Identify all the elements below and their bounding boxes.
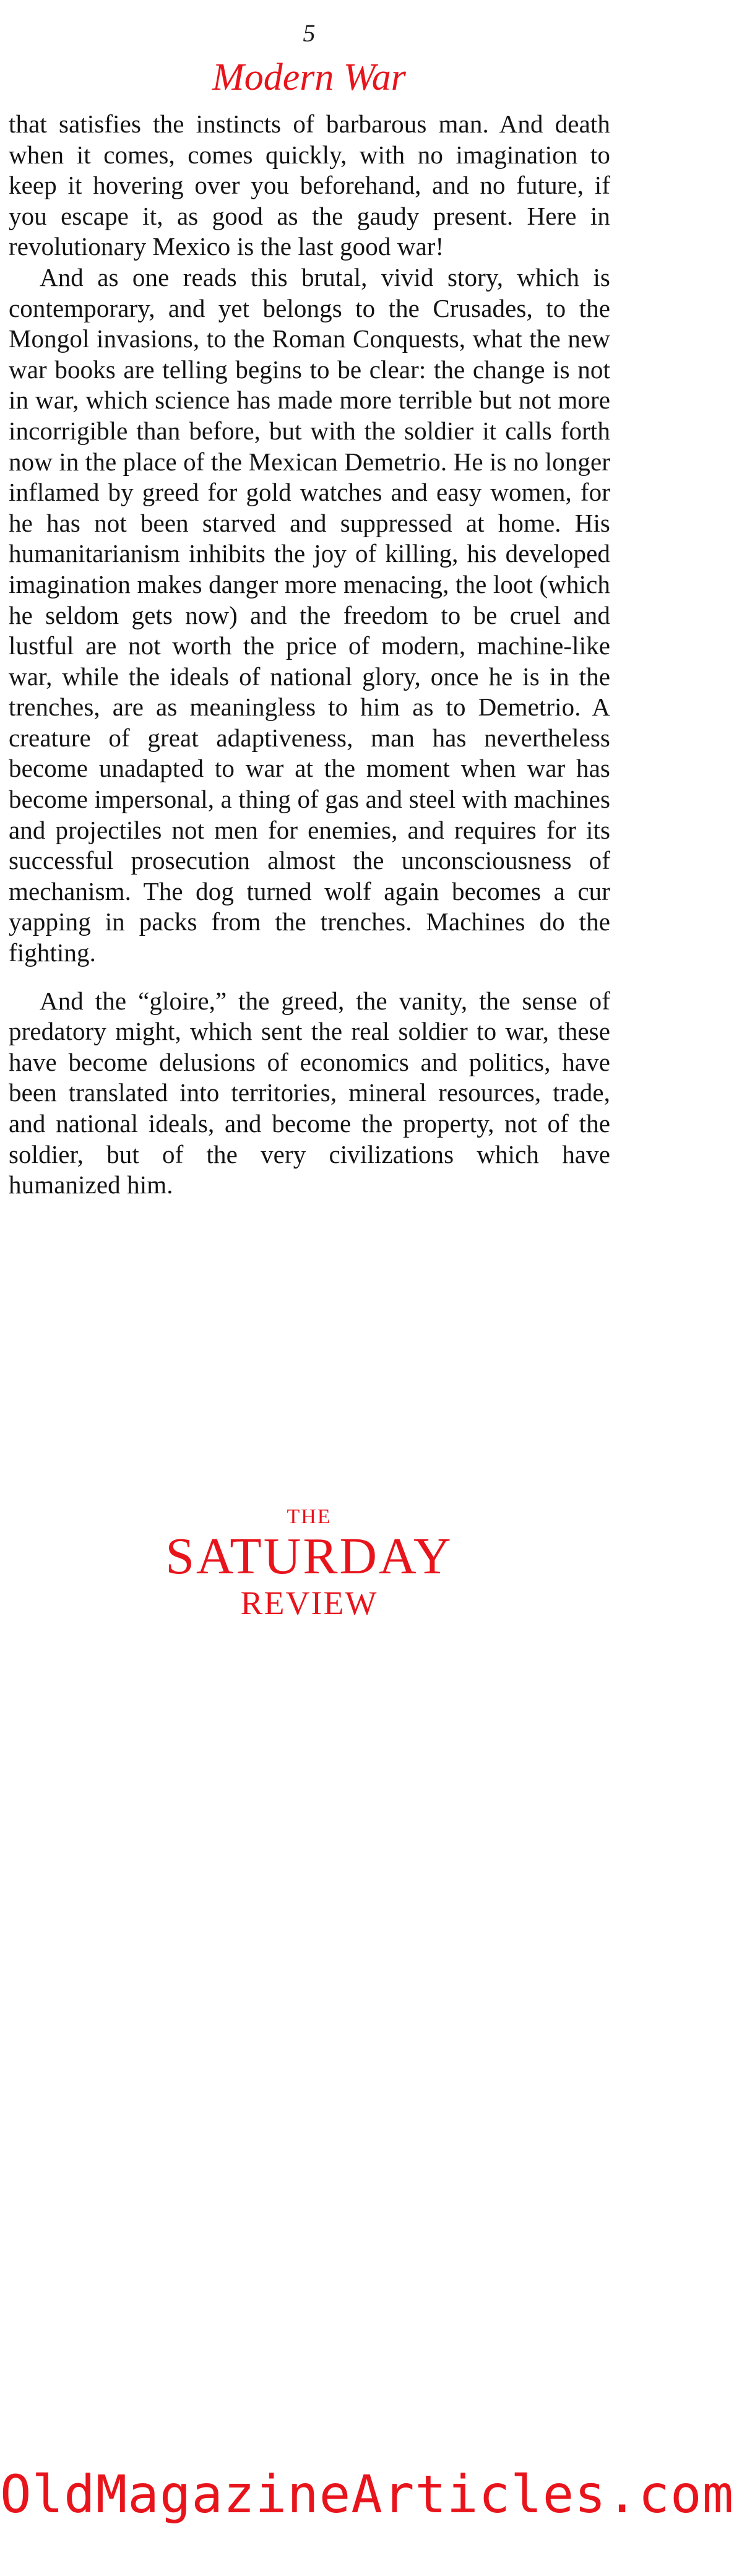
footer-site-link[interactable]: OldMagazineArticles.com	[0, 2464, 734, 2525]
masthead-the: THE	[287, 1505, 332, 1528]
publication-masthead	[0, 1505, 618, 1622]
masthead-sub: REVIEW	[240, 1584, 378, 1622]
article-paragraph-3: And the “gloire,” the greed, the vanity, the sense of predatory might, which sent the real soldier to war, these have become delusions of economics and politics, have been translated into territories, mineral resources, trade, and national ideals, and become the property, not of the soldier, but of the very civilizations which have humanized him.	[9, 986, 610, 1199]
masthead-name: SATURDAY	[165, 1528, 453, 1585]
article-paragraph-2: And as one reads this brutal, vivid story, which is contemporary, and yet belongs to the Crusades, to the Mongol invasions, to the Roman Conquests, what the new war books are telling begins to be clear: the change is not in war, which science has made more terrible but not more incorrigible than before, but with the soldier it calls forth now in the place of the Mexican Demetrio. He is no longer inflamed by greed for gold watches and easy women, for he has not been starved and suppressed at home. His humanitarianism inhibits the joy of killing, his developed imagination makes danger more menacing, the loot (which he seldom gets now) and the freedom to be cruel and lustful are not worth the price of modern, machine-like war, while the ideals of national glory, once he is in the trenches, are as meaningless to him as to Demetrio. A creature of great adaptiveness, man has nevertheless become unadapted to war at the moment when war has become impersonal, a thing of gas and steel with machines and projectiles not men for enemies, and requires for its successful prosecution almost the unconsciousness of mechanism. The dog turned wolf again becomes a cur yapping in packs from the trenches. Machines do the fighting.	[9, 262, 610, 967]
article-title: Modern War	[212, 56, 406, 98]
article-paragraph-1: that satisfies the instincts of barbarous man. And death when it comes, comes quickly, with no imagination to keep it hovering over you beforehand, and no future, if you escape it, as good as the gaudy present. Here in revolutionary Mexico is the last good war!	[9, 110, 610, 261]
page-number: 5	[303, 19, 316, 47]
article-body	[9, 109, 610, 1201]
